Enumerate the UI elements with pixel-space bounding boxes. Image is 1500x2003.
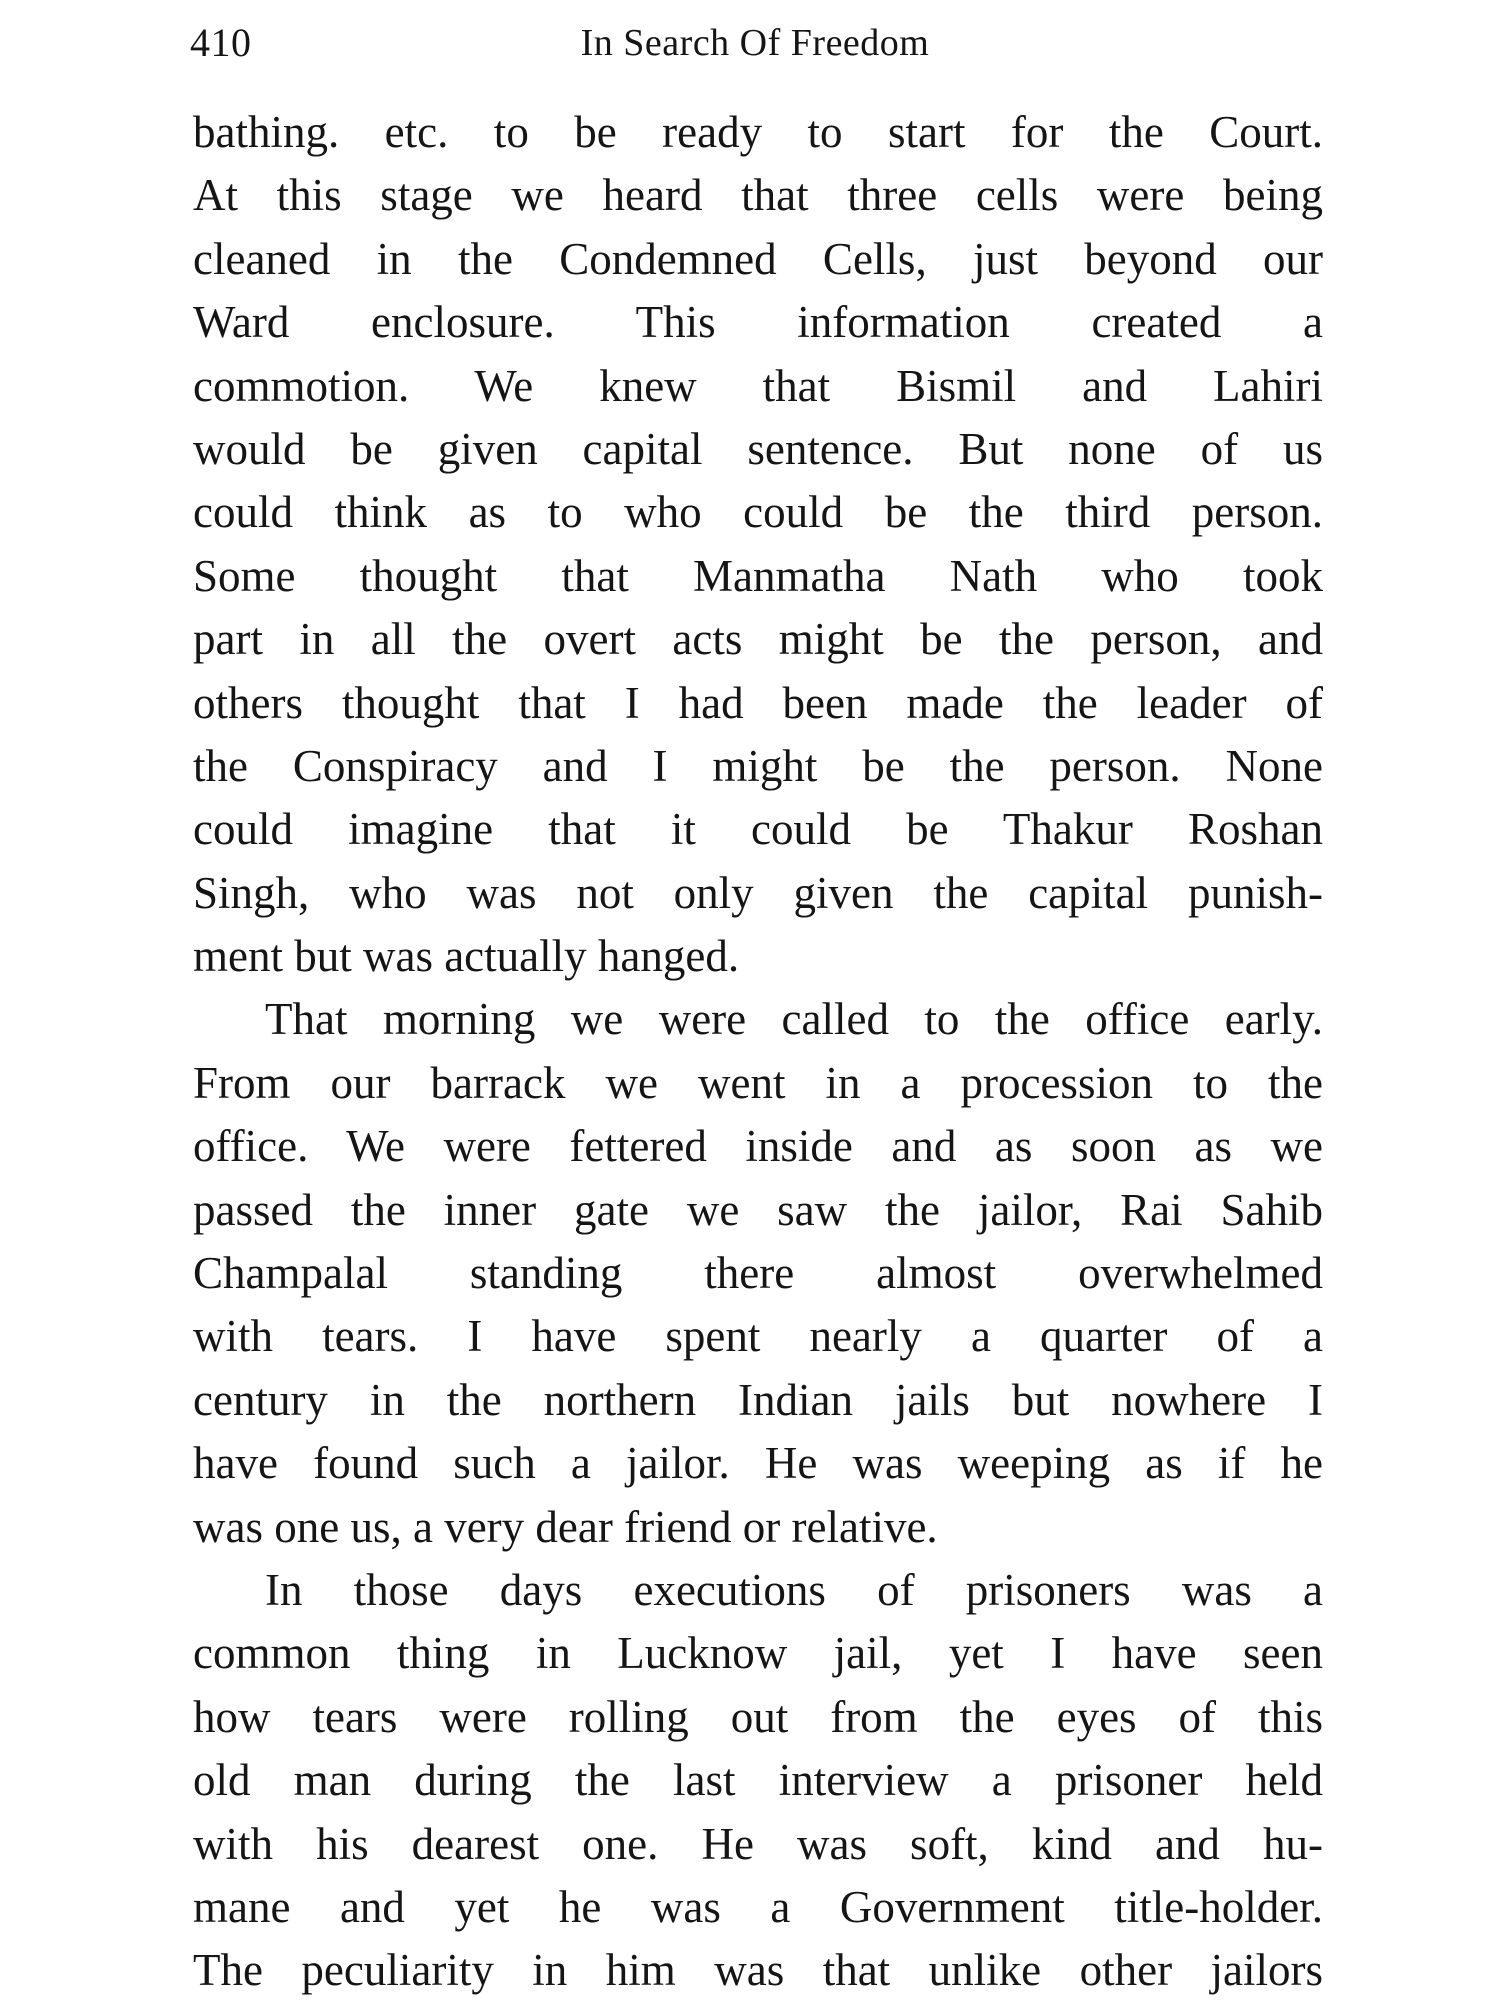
text-line: At this stage we heard that three cells were being [193,170,1323,221]
text-line: with his dearest one. He was soft, kind and hu- [193,1818,1323,1869]
text-line: mane and yet he was a Government title-holder. [193,1881,1323,1932]
text-line: Singh, who was not only given the capital punish- [193,867,1323,918]
text-line: bathing. etc. to be ready to start for the Court. [193,107,1323,157]
text-line: century in the northern Indian jails but nowhere I [193,1374,1323,1425]
text-line: would be given capital sentence. But none of us [193,423,1323,474]
text-line: office. We were fettered inside and as soon as we [193,1121,1323,1172]
text-line: the Conspiracy and I might be the person. None [193,740,1323,791]
paragraph-last-line: was one us, a very dear friend or relative. [193,1501,938,1552]
text-line: part in all the overt acts might be the person, and [193,614,1323,665]
text-line: Champalal standing there almost overwhelmed [193,1248,1323,1299]
text-line: Some thought that Manmatha Nath who took [193,550,1323,601]
page-number: 410 [190,20,252,65]
text-line: Ward enclosure. This information created a [193,297,1323,348]
paragraph-first-line: In those days executions of prisoners was a [265,1564,1323,1615]
text-line: commotion. We knew that Bismil and Lahiri [193,360,1323,411]
running-head [190,12,1320,72]
text-line: how tears were rolling out from the eyes of this [193,1691,1323,1742]
text-line: passed the inner gate we saw the jailor, Rai Sahib [193,1184,1323,1235]
text-line: could imagine that it could be Thakur Roshan [193,804,1323,855]
text-line: old man during the last interview a prisoner held [193,1755,1323,1806]
text-line: common thing in Lucknow jail, yet I have seen [193,1628,1323,1679]
text-line: with tears. I have spent nearly a quarter of a [193,1311,1323,1362]
text-line: could think as to who could be the third person. [193,487,1323,538]
body-text [193,101,1323,2003]
text-line: The peculiarity in him was that unlike other jailors [193,1945,1323,1996]
paragraph-first-line: That morning we were called to the office early. [265,994,1323,1045]
book-title: In Search Of Freedom [580,22,930,64]
paragraph-last-line: ment but was actually hanged. [193,931,740,982]
text-line: cleaned in the Condemned Cells, just beyond our [193,233,1323,284]
text-line: have found such a jailor. He was weeping as if he [193,1438,1323,1489]
text-line: others thought that I had been made the leader of [193,677,1323,728]
text-line: From our barrack we went in a procession to the [193,1057,1323,1108]
